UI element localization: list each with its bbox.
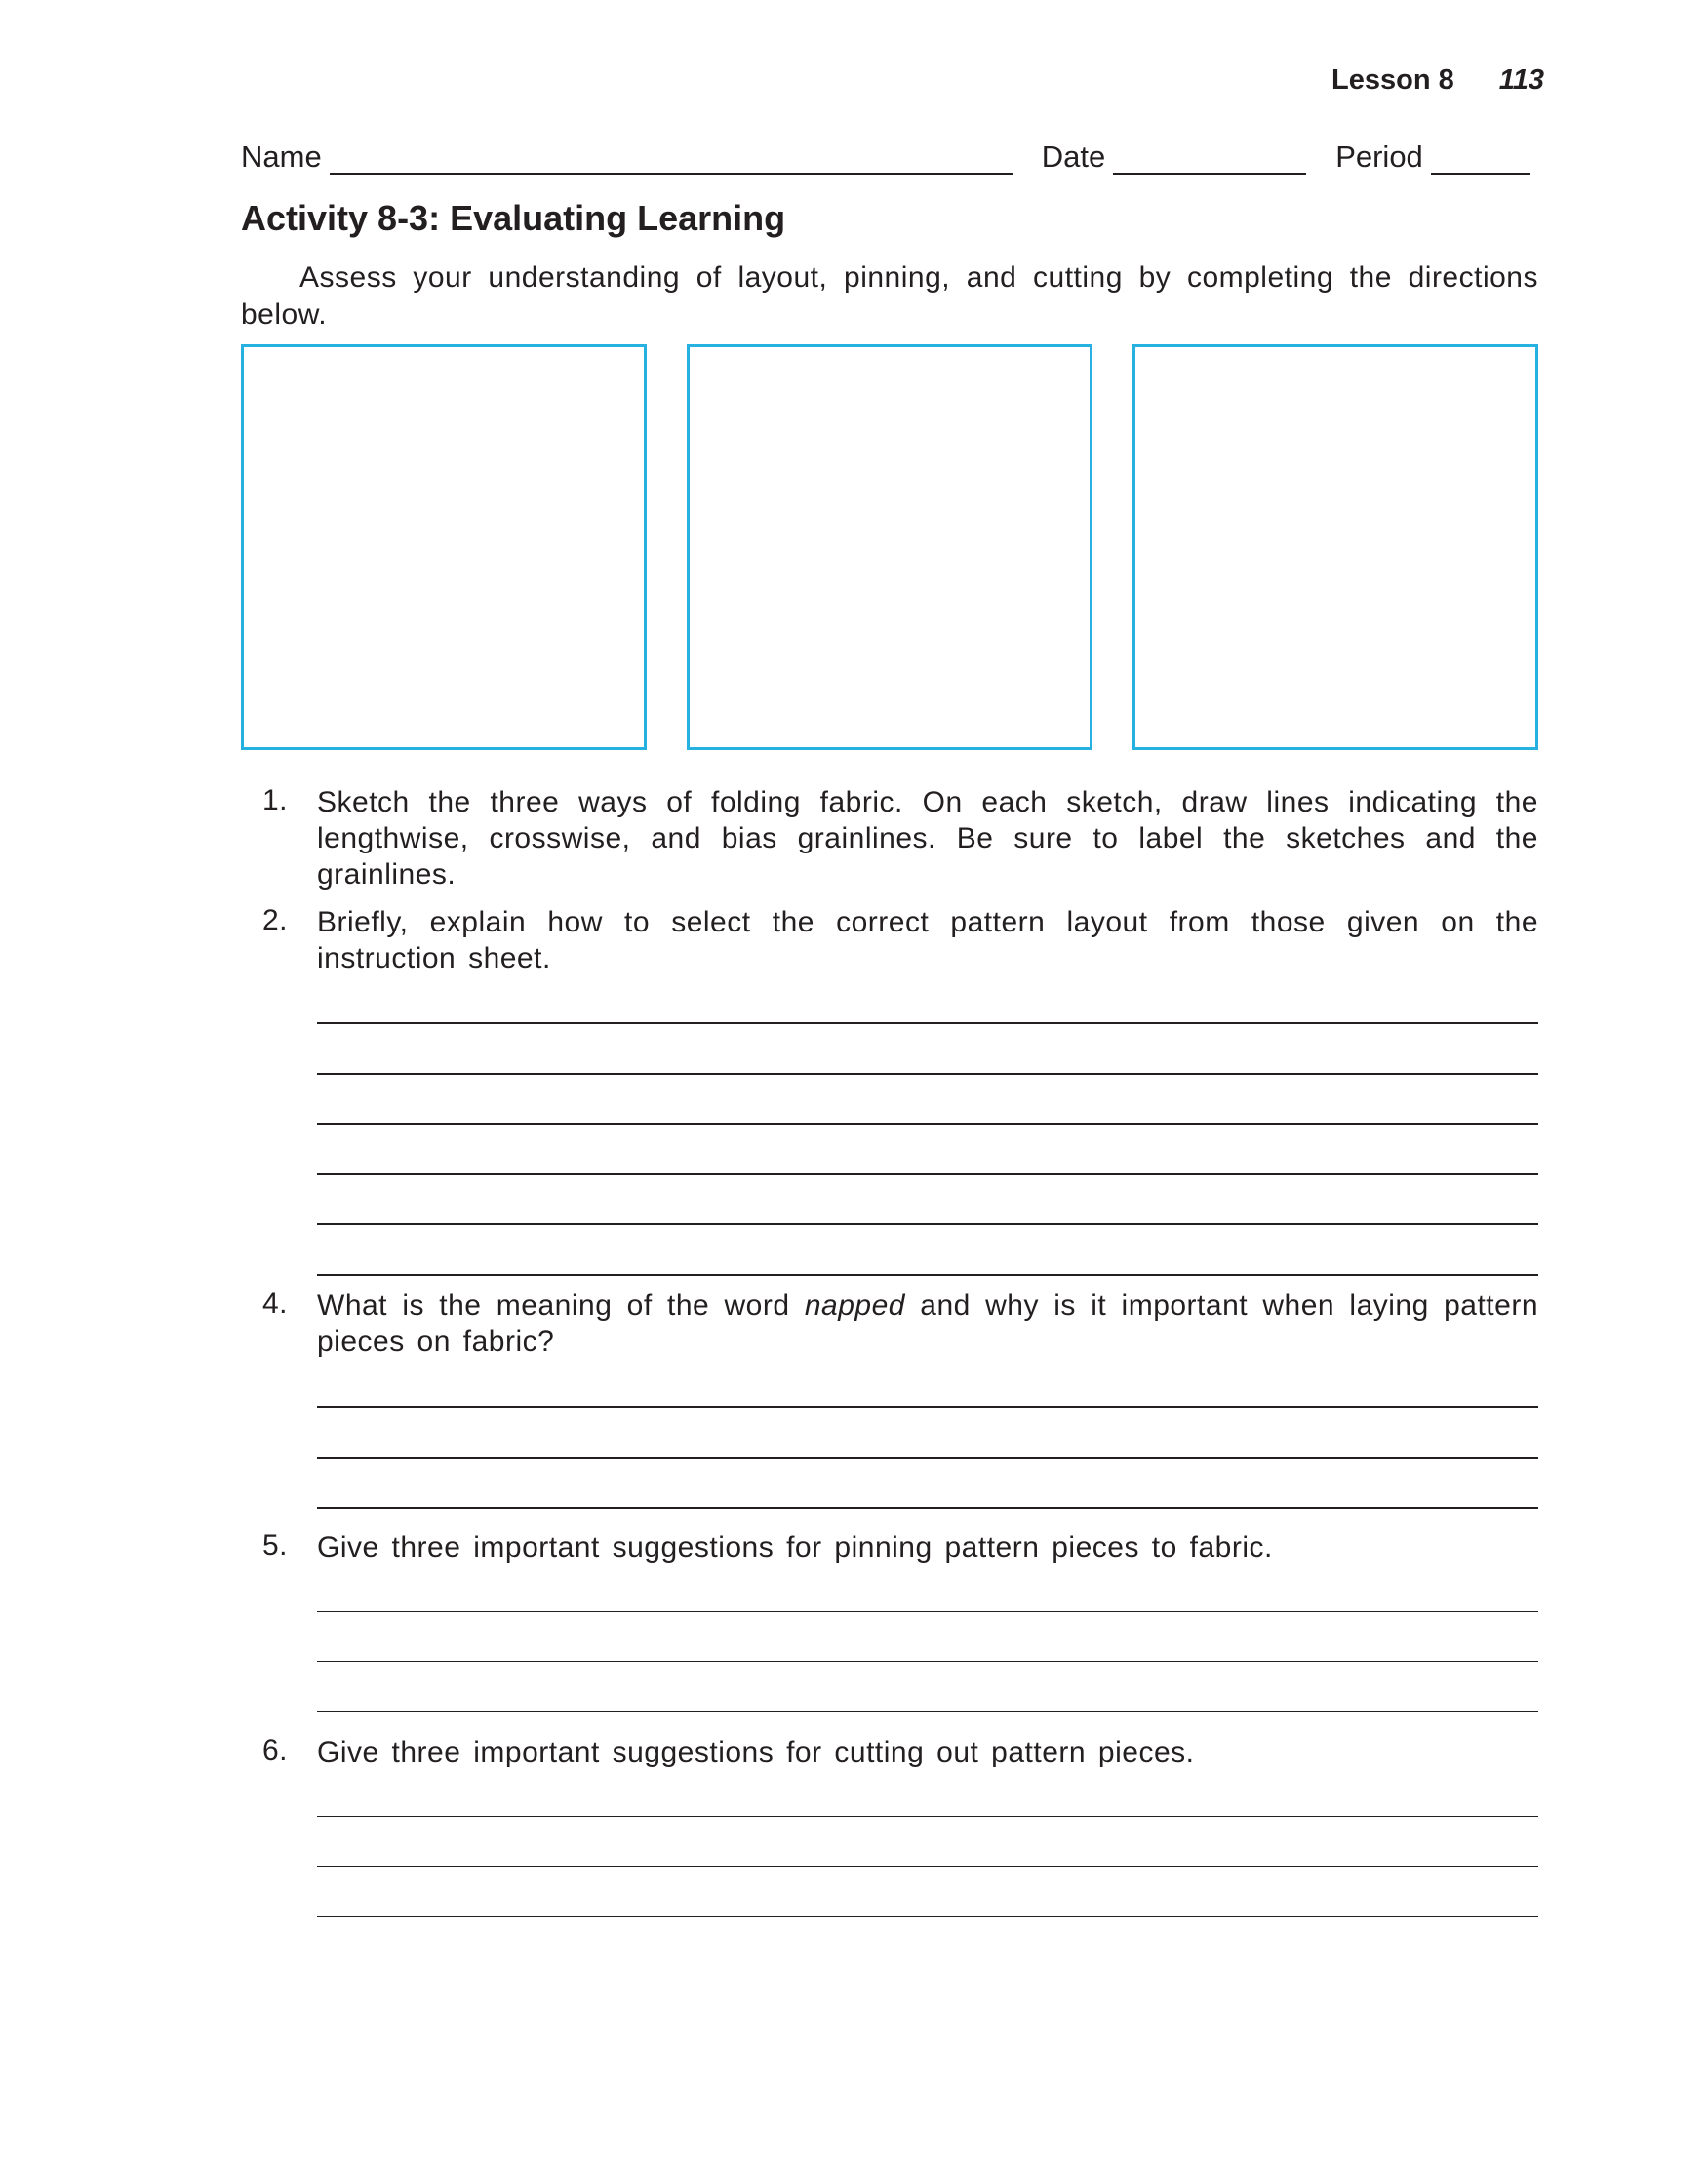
question-6-text: Give three important suggestions for cutting out pattern pieces. xyxy=(317,1736,1195,1768)
question-4-text-part: What is the meaning of the word xyxy=(317,1289,805,1322)
sketch-boxes xyxy=(241,344,1538,750)
question-6-number: 6. xyxy=(262,1734,289,1766)
answer-line[interactable] xyxy=(317,1661,1538,1662)
question-2-number: 2. xyxy=(262,904,289,936)
date-blank-line[interactable] xyxy=(1113,145,1306,175)
answer-line[interactable] xyxy=(317,1611,1538,1612)
question-5-text: Give three important suggestions for pinning pattern pieces to fabric. xyxy=(317,1531,1273,1564)
date-label: Date xyxy=(1041,139,1106,174)
name-blank-line[interactable] xyxy=(330,145,1013,175)
lesson-label: Lesson 8 xyxy=(1331,64,1454,96)
answer-line[interactable] xyxy=(317,1123,1538,1125)
answer-line[interactable] xyxy=(317,1173,1538,1175)
page-header xyxy=(1331,64,1544,97)
sketch-box-3[interactable] xyxy=(1132,344,1538,750)
question-1 xyxy=(241,784,1538,892)
question-4-text xyxy=(317,1288,1538,1360)
sketch-box-2[interactable] xyxy=(687,344,1092,750)
answer-line[interactable] xyxy=(317,1711,1538,1712)
answer-line[interactable] xyxy=(317,1916,1538,1917)
question-5 xyxy=(241,1529,1538,1565)
name-label: Name xyxy=(241,139,322,174)
student-info-fields xyxy=(241,139,1538,175)
name-field[interactable] xyxy=(241,139,1013,175)
period-blank-line[interactable] xyxy=(1431,145,1530,175)
question-5-number: 5. xyxy=(262,1529,289,1562)
answer-line[interactable] xyxy=(317,1022,1538,1024)
question-1-text: Sketch the three ways of folding fabric. On each sketch, draw lines indicating the lengthwise, crosswise, and bias grainlines. Be sure to label the sketches and the grainlines. xyxy=(317,786,1538,891)
question-4 xyxy=(241,1288,1538,1360)
answer-line[interactable] xyxy=(317,1274,1538,1276)
answer-line[interactable] xyxy=(317,1406,1538,1408)
answer-line[interactable] xyxy=(317,1223,1538,1225)
question-6 xyxy=(241,1734,1538,1770)
intro-text: Assess your understanding of layout, pinning, and cutting by completing the directions below. xyxy=(241,261,1538,331)
question-4-emphasis: napped xyxy=(804,1289,905,1322)
answer-line[interactable] xyxy=(317,1816,1538,1817)
question-4-text-part: and why is it important when laying pattern pieces on fabric? xyxy=(317,1289,1538,1358)
page-number: 113 xyxy=(1498,64,1544,96)
question-4-number: 4. xyxy=(262,1288,289,1320)
answer-line[interactable] xyxy=(317,1507,1538,1509)
period-label: Period xyxy=(1335,139,1423,174)
question-1-number: 1. xyxy=(262,784,289,816)
answer-line[interactable] xyxy=(317,1073,1538,1075)
answer-line[interactable] xyxy=(317,1866,1538,1867)
sketch-box-1[interactable] xyxy=(241,344,647,750)
date-field[interactable] xyxy=(1042,139,1306,175)
question-2-text: Briefly, explain how to select the correct pattern layout from those given on the instruction sheet. xyxy=(317,906,1538,974)
period-field[interactable] xyxy=(1335,139,1530,175)
question-2 xyxy=(241,904,1538,976)
activity-title: Activity 8-3: Evaluating Learning xyxy=(241,198,786,238)
answer-line[interactable] xyxy=(317,1457,1538,1459)
